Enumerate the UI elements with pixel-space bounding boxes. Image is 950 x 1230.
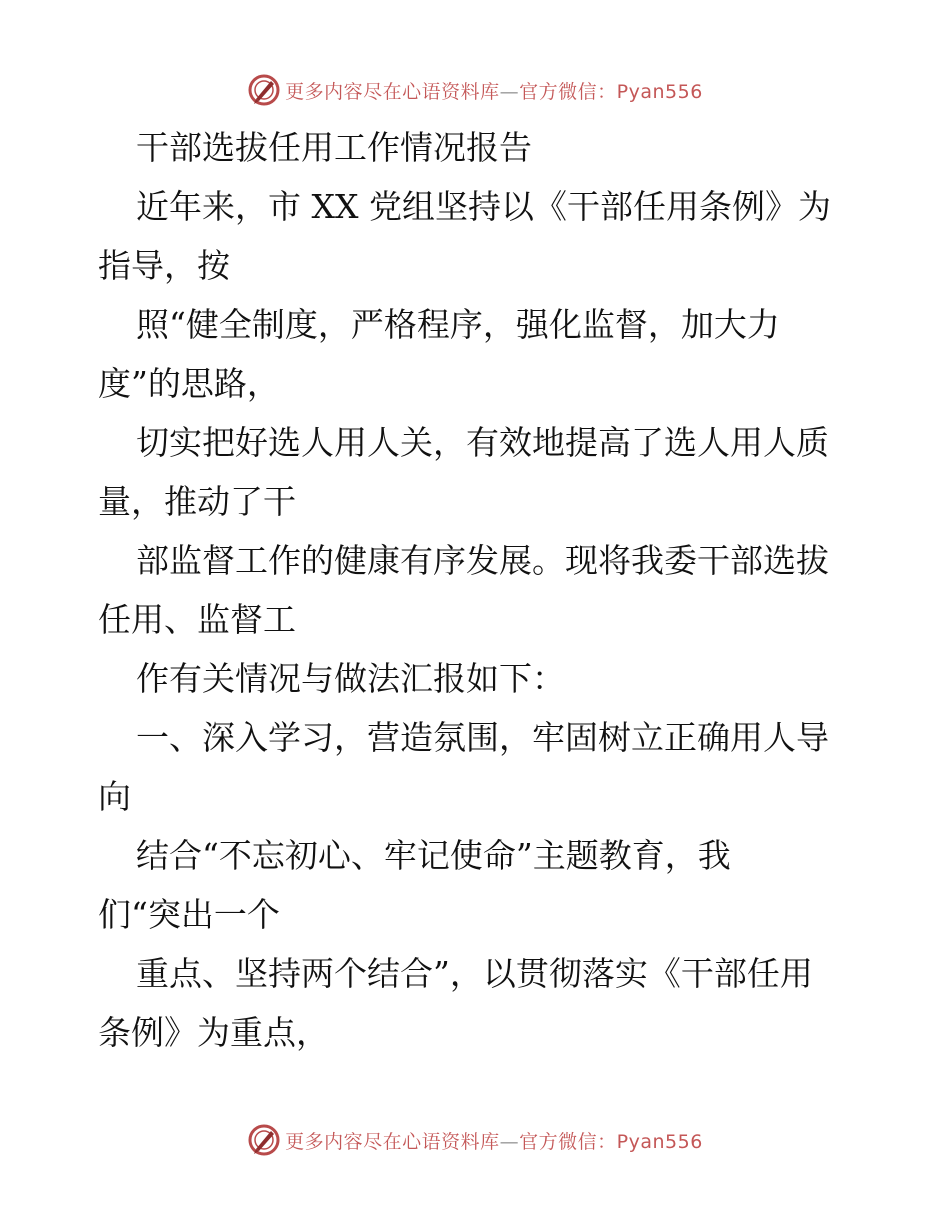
text-line: 指导，按 — [98, 246, 230, 285]
pen-logo-icon — [247, 73, 281, 107]
document-title: 干部选拔任用工作情况报告 — [136, 128, 532, 167]
header-banner-text: 更多内容尽在心语资料库—官方微信：Pyan556 — [285, 80, 703, 103]
text-line: 作有关情况与做法汇报如下： — [136, 659, 565, 698]
text-line: 近年来，市 XX 党组坚持以《干部任用条例》为 — [136, 187, 831, 226]
pen-logo-icon — [247, 1123, 281, 1157]
text-line: 任用、监督工 — [98, 600, 296, 639]
text-line: 重点、坚持两个结合”，以贯彻落实《干部任用 — [136, 954, 813, 993]
text-line: 照“健全制度，严格程序，强化监督，加大力 — [136, 305, 780, 344]
text-line: 切实把好选人用人关，有效地提高了选人用人质 — [136, 423, 829, 462]
section-heading-cont: 向 — [98, 777, 131, 816]
footer-banner-text: 更多内容尽在心语资料库—官方微信：Pyan556 — [285, 1130, 703, 1153]
text-line: 度”的思路， — [98, 364, 280, 403]
text-line: 条例》为重点， — [98, 1013, 329, 1052]
text-line: 们“突出一个 — [98, 895, 280, 934]
document-body — [98, 118, 858, 1062]
text-line: 结合“不忘初心、牢记使命”主题教育，我 — [136, 836, 731, 875]
text-line: 量，推动了干 — [98, 482, 296, 521]
section-heading: 一、深入学习，营造氛围，牢固树立正确用人导 — [136, 718, 829, 757]
header-banner — [0, 68, 950, 112]
text-line: 部监督工作的健康有序发展。现将我委干部选拔 — [136, 541, 829, 580]
footer-banner — [0, 1118, 950, 1162]
